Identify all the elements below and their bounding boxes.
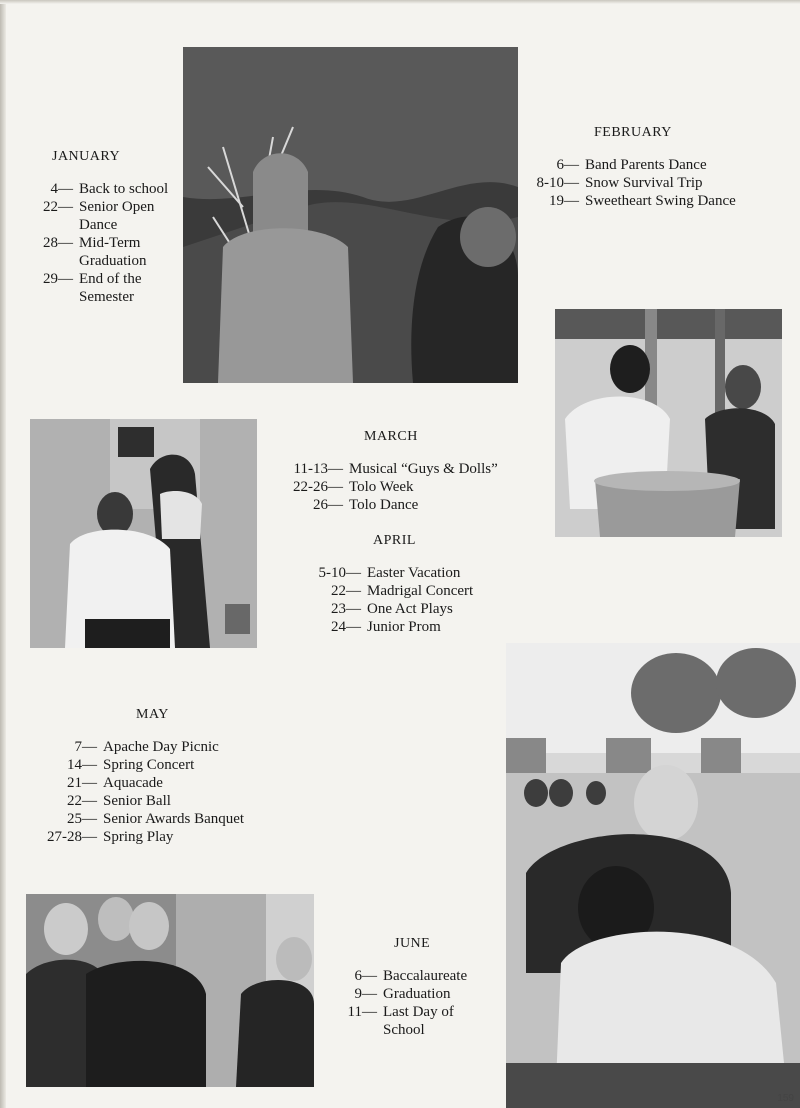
event-date: 22 xyxy=(67,793,82,809)
february-event-list xyxy=(530,156,790,210)
event-title: Band Parents Dance xyxy=(585,157,707,173)
event-title: School xyxy=(383,1022,425,1038)
event-dash: — xyxy=(58,235,73,251)
calendar-event xyxy=(22,180,182,198)
month-heading-february: FEBRUARY xyxy=(594,125,672,140)
event-title: End of the xyxy=(79,271,142,287)
event-title: Graduation xyxy=(79,253,147,269)
photo-students-on-lawn xyxy=(506,643,800,1108)
event-dash: — xyxy=(346,619,361,635)
event-title: Back to school xyxy=(79,181,169,197)
month-heading-january: JANUARY xyxy=(52,149,121,164)
calendar-event xyxy=(44,774,284,792)
event-date: 5-10 xyxy=(318,565,346,581)
event-title: Snow Survival Trip xyxy=(585,175,703,191)
event-title: Apache Day Picnic xyxy=(103,739,219,755)
photo-cotton-candy-booth xyxy=(555,309,782,537)
january-section xyxy=(22,148,182,306)
calendar-event xyxy=(340,1021,500,1039)
event-title: Dance xyxy=(79,217,118,233)
event-date xyxy=(22,216,58,234)
june-event-list xyxy=(340,967,500,1039)
event-date: 7 xyxy=(74,739,82,755)
event-title: Last Day of xyxy=(383,1004,454,1020)
calendar-event xyxy=(44,756,284,774)
calendar-event xyxy=(22,216,182,234)
event-title: One Act Plays xyxy=(367,601,453,617)
month-heading-may: MAY xyxy=(136,707,169,722)
calendar-event xyxy=(340,1003,500,1021)
event-dash xyxy=(58,288,79,306)
event-title: Musical “Guys & Dolls” xyxy=(349,461,498,477)
event-date: 23 xyxy=(331,601,346,617)
event-dash: — xyxy=(346,601,361,617)
calendar-event xyxy=(22,270,182,288)
event-title: Tolo Week xyxy=(349,479,414,495)
event-dash: — xyxy=(362,1004,377,1020)
event-date: 28 xyxy=(43,235,58,251)
event-title: Spring Concert xyxy=(103,757,195,773)
may-section xyxy=(44,706,284,846)
calendar-event xyxy=(530,156,790,174)
event-title: Easter Vacation xyxy=(367,565,461,581)
event-dash xyxy=(58,252,79,270)
event-date: 9 xyxy=(354,986,362,1002)
april-section xyxy=(312,532,512,636)
event-title: Semester xyxy=(79,289,134,305)
event-dash: — xyxy=(564,175,579,191)
event-dash xyxy=(58,216,79,234)
event-dash: — xyxy=(82,793,97,809)
page-top-edge xyxy=(0,0,800,4)
event-dash: — xyxy=(82,811,97,827)
event-date: 25 xyxy=(67,811,82,827)
event-date: 22-26 xyxy=(293,479,328,495)
event-title: Graduation xyxy=(383,986,451,1002)
calendar-event xyxy=(286,478,536,496)
event-title: Mid-Term xyxy=(79,235,141,251)
event-dash: — xyxy=(362,986,377,1002)
event-date: 27-28 xyxy=(47,829,82,845)
page-number: 159 xyxy=(777,1093,794,1104)
event-dash: — xyxy=(346,583,361,599)
event-dash: — xyxy=(82,829,97,845)
event-date: 6 xyxy=(354,968,362,984)
event-date: 4 xyxy=(50,181,58,197)
event-dash: — xyxy=(564,157,579,173)
calendar-event xyxy=(22,198,182,216)
calendar-event xyxy=(312,582,512,600)
event-date xyxy=(340,1021,362,1039)
february-section xyxy=(530,124,790,210)
calendar-event xyxy=(44,738,284,756)
calendar-event xyxy=(44,810,284,828)
calendar-event xyxy=(22,252,182,270)
calendar-event xyxy=(312,618,512,636)
april-event-list xyxy=(312,564,512,636)
event-date: 29 xyxy=(43,271,58,287)
event-dash: — xyxy=(346,565,361,581)
calendar-event xyxy=(44,792,284,810)
event-title: Baccalaureate xyxy=(383,968,468,984)
event-dash: — xyxy=(564,193,579,209)
june-section xyxy=(340,935,500,1039)
event-date: 14 xyxy=(67,757,82,773)
march-event-list xyxy=(286,460,536,514)
event-dash xyxy=(362,1021,383,1039)
event-dash: — xyxy=(328,497,343,513)
event-date: 11 xyxy=(347,1004,362,1020)
calendar-event xyxy=(530,174,790,192)
event-dash: — xyxy=(58,181,73,197)
event-date: 19 xyxy=(549,193,564,209)
event-dash: — xyxy=(82,775,97,791)
event-date xyxy=(22,252,58,270)
event-dash: — xyxy=(362,968,377,984)
event-dash: — xyxy=(82,757,97,773)
month-heading-april: APRIL xyxy=(373,533,416,548)
calendar-event xyxy=(22,234,182,252)
event-date: 8-10 xyxy=(536,175,564,191)
calendar-event xyxy=(340,967,500,985)
calendar-event xyxy=(340,985,500,1003)
event-title: Junior Prom xyxy=(367,619,441,635)
event-dash: — xyxy=(328,479,343,495)
event-title: Madrigal Concert xyxy=(367,583,474,599)
event-date: 11-13 xyxy=(293,461,328,477)
calendar-event xyxy=(530,192,790,210)
event-title: Tolo Dance xyxy=(349,497,419,513)
january-event-list xyxy=(22,180,182,306)
month-heading-june: JUNE xyxy=(394,936,431,951)
event-dash: — xyxy=(82,739,97,755)
calendar-event xyxy=(286,496,536,514)
event-date: 22 xyxy=(331,583,346,599)
event-date: 21 xyxy=(67,775,82,791)
calendar-event xyxy=(312,600,512,618)
page-binding-edge xyxy=(0,0,6,1108)
calendar-event xyxy=(286,460,536,478)
event-dash: — xyxy=(58,271,73,287)
event-title: Senior Ball xyxy=(103,793,171,809)
photo-bulletin-board xyxy=(30,419,257,648)
event-date: 24 xyxy=(331,619,346,635)
event-date: 6 xyxy=(556,157,564,173)
may-event-list xyxy=(44,738,284,846)
march-section xyxy=(286,428,536,514)
event-dash: — xyxy=(58,199,73,215)
photo-group-of-students xyxy=(26,894,314,1087)
event-title: Aquacade xyxy=(103,775,163,791)
event-dash: — xyxy=(328,461,343,477)
calendar-event xyxy=(312,564,512,582)
event-date xyxy=(22,288,58,306)
event-title: Senior Awards Banquet xyxy=(103,811,245,827)
month-heading-march: MARCH xyxy=(364,429,418,444)
event-date: 26 xyxy=(313,497,328,513)
event-title: Spring Play xyxy=(103,829,174,845)
event-title: Sweetheart Swing Dance xyxy=(585,193,736,209)
event-date: 22 xyxy=(43,199,58,215)
photo-girl-with-branches xyxy=(183,47,518,383)
calendar-event xyxy=(22,288,182,306)
calendar-event xyxy=(44,828,284,846)
event-title: Senior Open xyxy=(79,199,155,215)
